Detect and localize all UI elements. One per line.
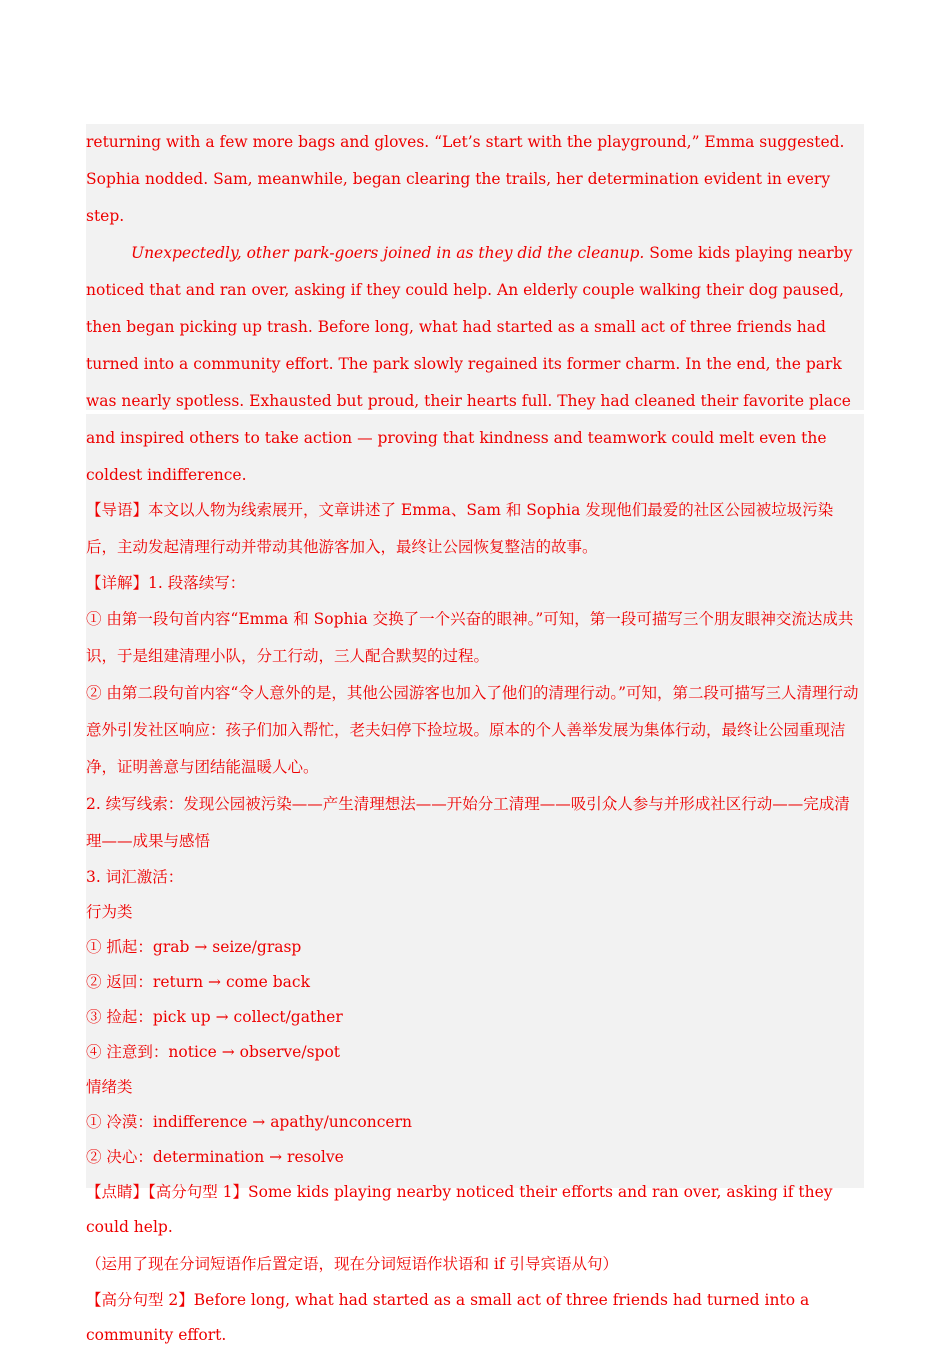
- highlight-sentence-2: 【高分句型 2】Before long, what had started as a small act of three friends had turned into a community effort.: [86, 1291, 810, 1344]
- vocab-item: ② 返回：return → come back: [86, 973, 311, 991]
- story-paragraph-2-body: Some kids playing nearby noticed that and ran over, asking if they could help. An elderly couple walking their dog paused, then began picking up trash. Before long, what had started as a small act of three friends had turned into a community effort. The park slowly regained its former charm. In the end, the park was nearly spotless. Exhausted but proud, their hearts full. They had cleaned their favorite place and inspired others to take action — proving that kindness and teamwork could melt even the coldest indifference.: [86, 244, 853, 484]
- vocab-item: ② 决心：determination → resolve: [86, 1148, 344, 1166]
- writing-clue: 2. 续写线索：发现公园被污染——产生清理想法——开始分工清理——吸引众人参与并形成社区行动——完成清理——成果与感悟: [86, 795, 850, 850]
- vocab-item: ③ 捡起：pick up → collect/gather: [86, 1008, 343, 1026]
- highlight-sentence-1-note: （运用了现在分词短语作后置定语，现在分词短语作状语和 if 引导宾语从句）: [86, 1255, 619, 1273]
- vocab-heading: 3. 词汇激活：: [86, 868, 184, 886]
- emotion-category-heading: 情绪类: [86, 1078, 133, 1096]
- italic-opening-sentence: Unexpectedly, other park-goers joined in as they did the cleanup.: [131, 244, 645, 262]
- detail-paragraph-2: ② 由第二段句首内容“令人意外的是，其他公园游客也加入了他们的清理行动。”可知，第二段可描写三人清理行动意外引发社区响应：孩子们加入帮忙，老夫妇停下捡垃圾。原本的个人善举发展为集体行动，最终让公园重现洁净，证明善意与团结能温暖人心。: [86, 684, 859, 776]
- detail-paragraph-1: ① 由第一段句首内容“Emma 和 Sophia 交换了一个兴奋的眼神。”可知，第一段可描写三个朋友眼神交流达成共识，于是组建清理小队，分工行动，三人配合默契的过程。: [86, 610, 854, 665]
- guide-section: 【导语】本文以人物为线索展开，文章讲述了 Emma、Sam 和 Sophia 发现他们最爱的社区公园被垃圾污染后，主动发起清理行动并带动其他游客加入，最终让公园恢复整洁的故事。: [86, 501, 834, 556]
- action-category-heading: 行为类: [86, 903, 133, 921]
- story-paragraph-1: returning with a few more bags and gloves. “Let’s start with the playground,” Emma suggested. Sophia nodded. Sam, meanwhile, began clearing the trails, her determination evident in every step.: [86, 133, 845, 225]
- highlight-sentence-1: 【点睛】【高分句型 1】Some kids playing nearby noticed their efforts and ran over, asking if they could help.: [86, 1183, 833, 1236]
- detail-heading: 【详解】1. 段落续写：: [86, 574, 246, 592]
- vocab-item: ① 冷漠：indifference → apathy/unconcern: [86, 1113, 412, 1131]
- vocab-item: ① 抓起：grab → seize/grasp: [86, 938, 302, 956]
- story-paragraph-2: [86, 235, 864, 494]
- page-content: [86, 124, 864, 1353]
- vocab-item: ④ 注意到：notice → observe/spot: [86, 1043, 341, 1061]
